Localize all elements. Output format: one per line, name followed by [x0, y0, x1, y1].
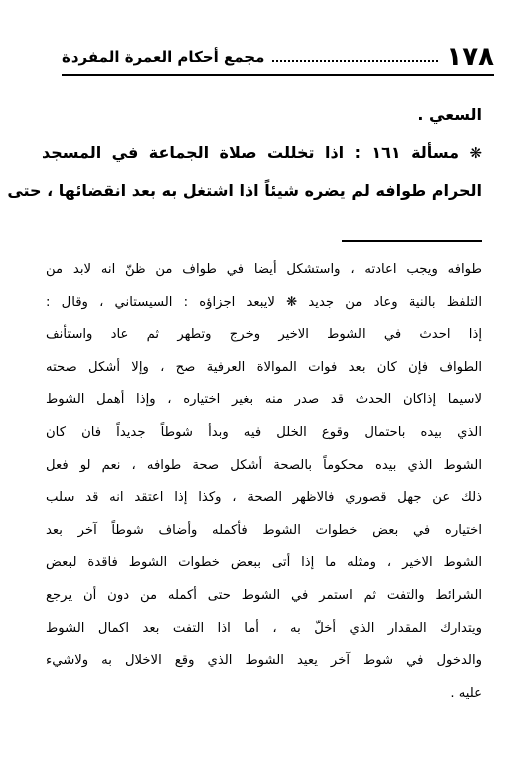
header-dotted-leader: [272, 52, 438, 62]
footnote-line: الطواف فإن كان بعد فوات الموالاة العرفية صح ، وإلا أشكل صحته: [46, 359, 482, 375]
footnote-line: التلفظ بالنية وعاد من جديد ❋ لايبعد اجزاؤه : السيستاني ، وقال :: [46, 294, 482, 310]
page-header: [62, 40, 494, 76]
footnote-separator: [342, 240, 482, 242]
issue-label: مسألة ١٦١ :: [354, 143, 460, 162]
main-text: [7, 96, 483, 210]
footnote-line: طوافه ويجب اعادته ، واستشكل أيضا في طواف من ظنّ انه لابد من: [46, 262, 482, 277]
footnote-line: الشرائط والتفت ثم استمر في الشوط حتى أكمله من دون أن يرجع: [46, 587, 482, 603]
page-number: ١٧٨: [446, 42, 494, 72]
footnote-line: إذا احدث في الشوط الاخير وخرج وتطهر ثم عاد واستأنف: [46, 327, 482, 343]
running-title: مجمع أحكام العمرة المفردة: [62, 48, 265, 66]
star-marker: ❋: [469, 144, 483, 162]
footnote-line: ذلك عن جهل قصوري فالاظهر الصحة ، وكذا إذا اعتقد انه قد سلب: [46, 490, 482, 506]
footnote-block: [46, 254, 482, 710]
footnote-line: الذي بيده باحتمال وقوع الخلل فيه وبدأ شوطاً جديداً فان كان: [46, 424, 482, 440]
issue-line: [42, 134, 482, 172]
footnote-line: اختياره في بعض خطوات الشوط فأكمله وأضاف شوطاً آخر بعد: [46, 522, 482, 538]
main-text-line: السعي .: [417, 105, 482, 124]
footnote-line: ويتدارك المقدار الذي أخلّ به ، أما اذا التفت بعد اكمال الشوط: [46, 620, 482, 636]
footnote-line: والدخول في شوط آخر يعيد الشوط الذي وقع الاخلال به ولاشيء: [46, 653, 482, 669]
footnote-line: لاسيما إذاكان الحدث قد صدر منه بغير اختياره ، وإذا أهمل الشوط: [46, 392, 482, 408]
footnote-line: الشوط الاخير ، ومثله ما إذا أتى ببعض خطوات الشوط فاقدة لبعض: [46, 555, 482, 571]
issue-text: اذا تخللت صلاة الجماعة في المسجد: [42, 143, 345, 162]
main-text-line: الحرام طوافه لم يضره شيئاً اذا اشتغل به بعد انقضائها ، حتى: [7, 181, 482, 200]
footnote-line: عليه .: [450, 685, 482, 701]
footnote-line: الشوط الذي بيده محكوماً بالصحة أشكل صحة طوافه ، نعم لو فعل: [46, 457, 482, 473]
